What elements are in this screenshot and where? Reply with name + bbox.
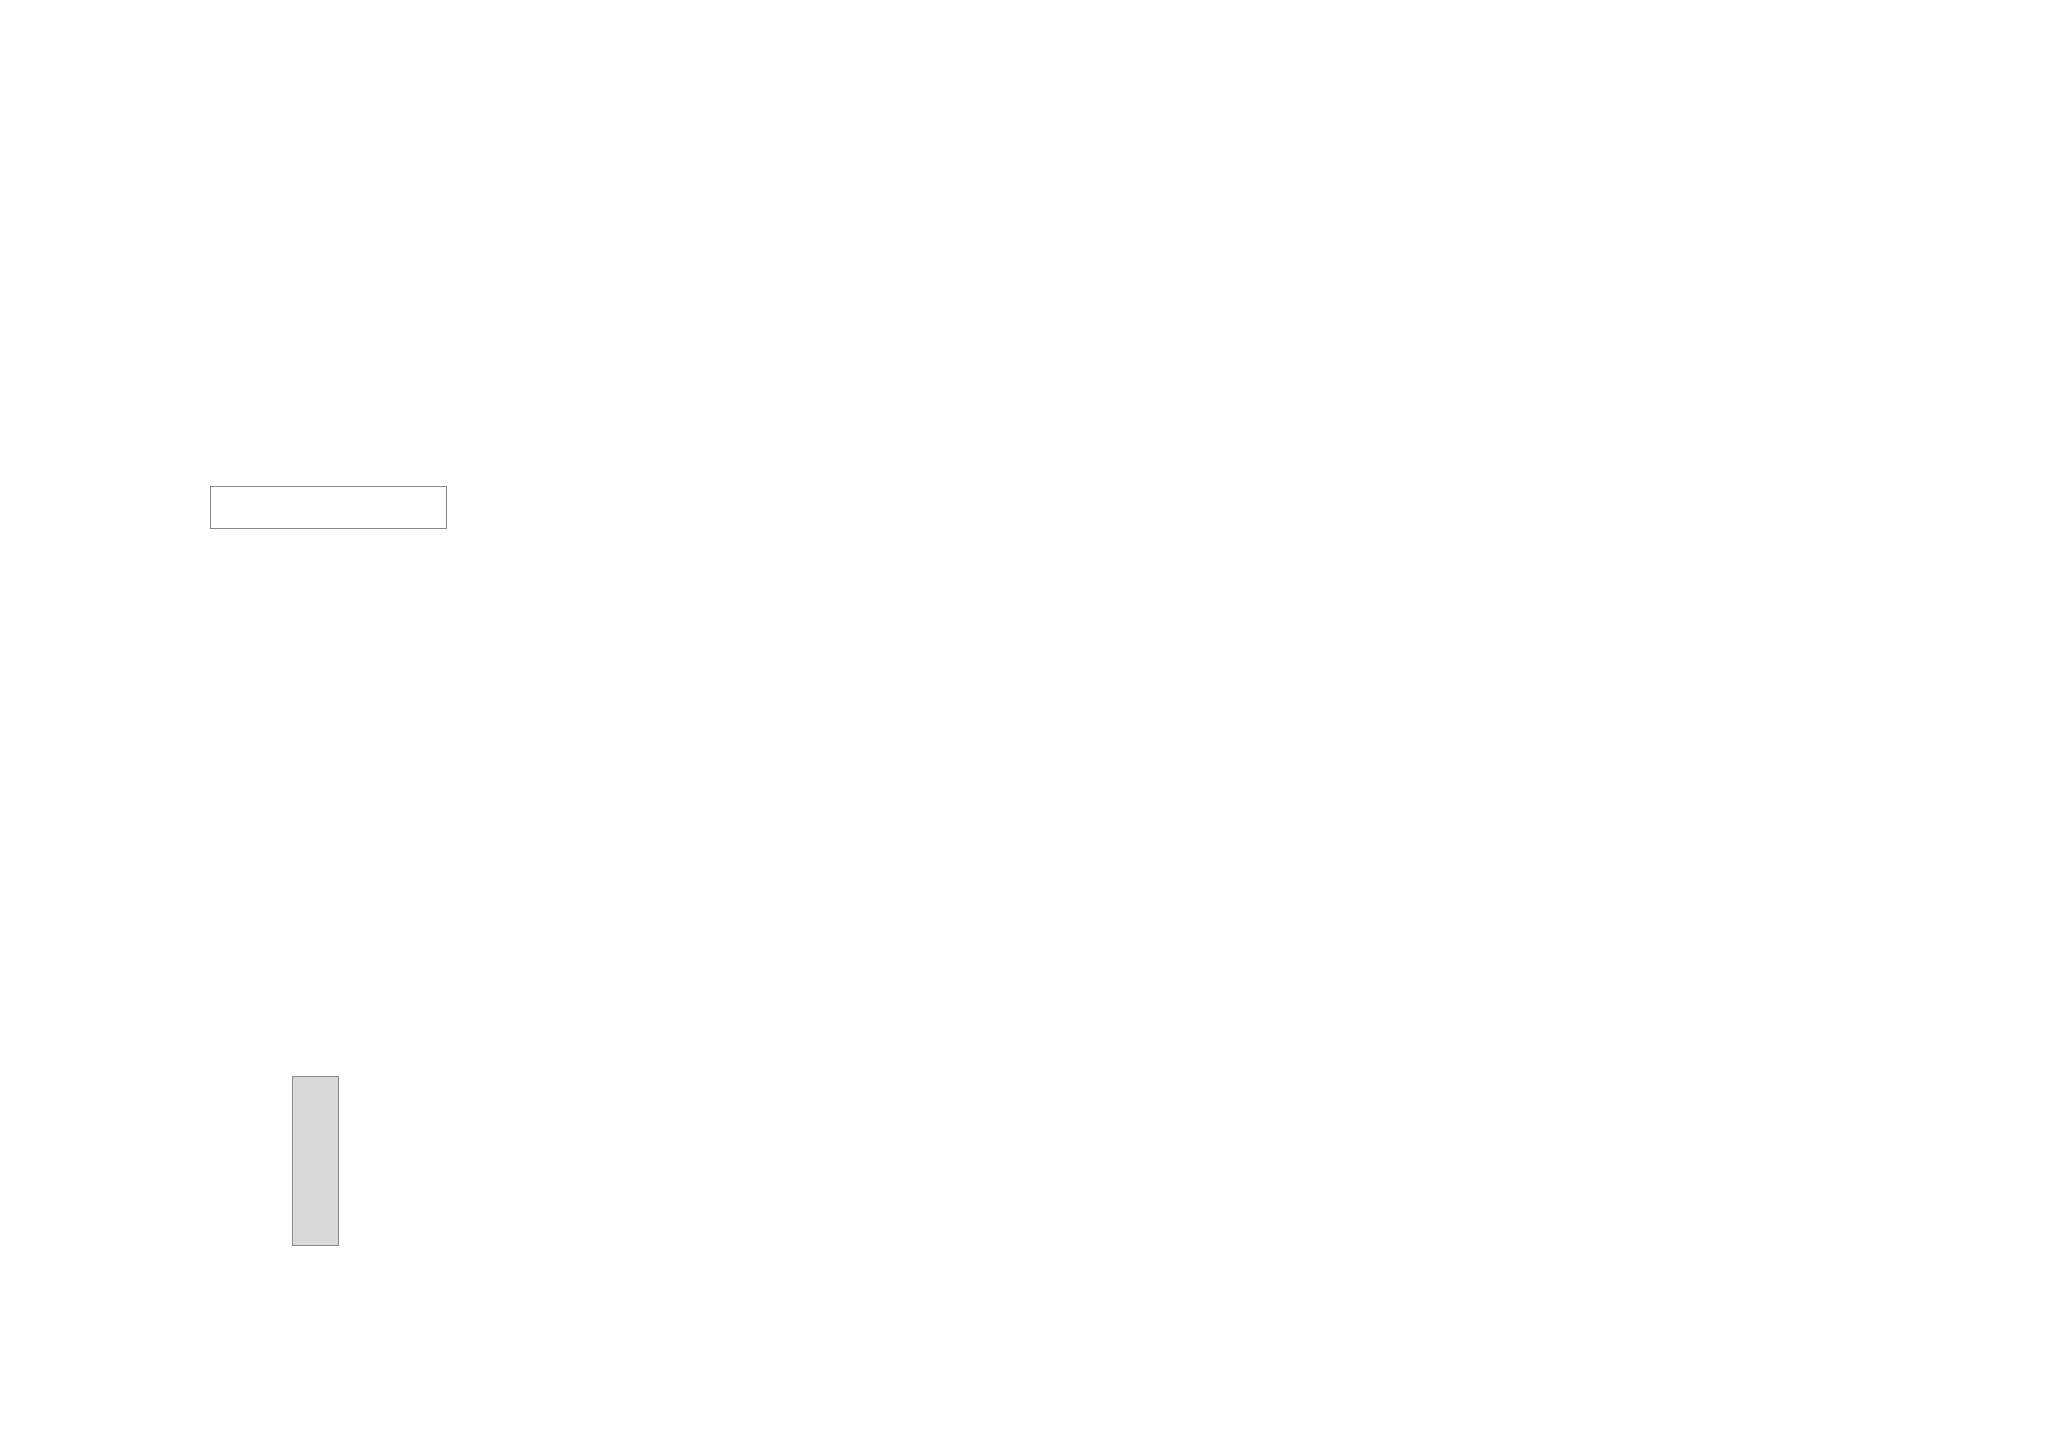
bus-terminal-front-box [292, 1076, 339, 1246]
start-terminal-box [210, 486, 447, 529]
